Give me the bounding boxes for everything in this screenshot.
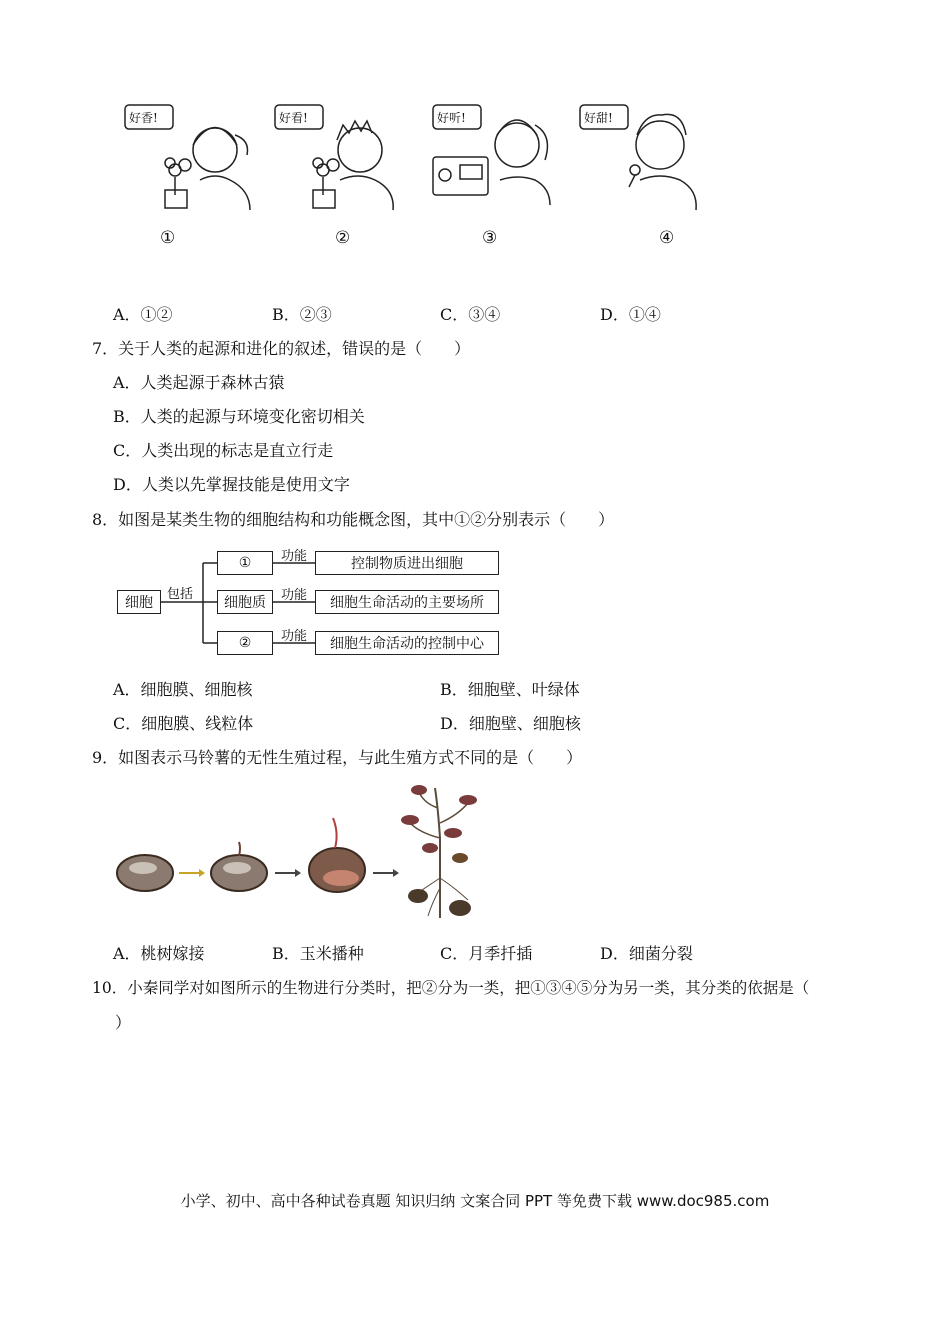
part-box-2: 细胞质 — [217, 590, 273, 614]
page-footer: 小学、初中、高中各种试卷真题 知识归纳 文案合同 PPT 等免费下载 www.doc985.com — [180, 1192, 770, 1210]
potato-growth-illustration — [115, 778, 485, 928]
part-box-3: ② — [217, 631, 273, 655]
q9-stem: 9．如图表示马铃薯的无性生殖过程，与此生殖方式不同的是（ ） — [92, 748, 583, 767]
q8-option-d[interactable]: D．细胞壁、细胞核 — [440, 714, 581, 733]
q8-option-b[interactable]: B．细胞壁、叶绿体 — [440, 680, 580, 699]
q6-option-d[interactable]: D．①④ — [600, 305, 661, 324]
bubble-1: 好香! — [129, 111, 158, 125]
q10-stem-continued: ） — [115, 1013, 132, 1032]
bubble-3: 好听! — [437, 111, 466, 125]
q9-option-a[interactable]: A．桃树嫁接 — [113, 944, 205, 963]
q7-option-d[interactable]: D．人类以先掌握技能是使用文字 — [113, 475, 350, 494]
function-box-1: 控制物质进出细胞 — [315, 551, 499, 575]
figure-number-2: ② — [335, 228, 351, 248]
q8-stem: 8．如图是某类生物的细胞结构和功能概念图，其中①②分别表示（ ） — [92, 510, 615, 529]
q6-cartoons — [115, 95, 715, 255]
function-label-3: 功能 — [281, 629, 308, 644]
q9-option-b[interactable]: B．玉米播种 — [272, 944, 364, 963]
root-box: 细胞 — [117, 590, 161, 614]
part-box-1: ① — [217, 551, 273, 575]
figure-number-3: ③ — [482, 228, 498, 248]
function-label-1: 功能 — [281, 549, 308, 564]
figure-number-1: ① — [160, 228, 176, 248]
function-box-3: 细胞生命活动的控制中心 — [315, 631, 499, 655]
function-box-2: 细胞生命活动的主要场所 — [315, 590, 499, 614]
function-label-2: 功能 — [281, 588, 308, 603]
figure-number-4: ④ — [659, 228, 675, 248]
include-label: 包括 — [167, 587, 194, 602]
q7-option-a[interactable]: A．人类起源于森林古猿 — [113, 373, 285, 392]
q7-stem: 7．关于人类的起源和进化的叙述，错误的是（ ） — [92, 339, 471, 358]
q6-option-c[interactable]: C．③④ — [440, 305, 501, 324]
q6-option-b[interactable]: B．②③ — [272, 305, 332, 324]
q9-potato-figure — [115, 778, 485, 928]
q6-figure — [115, 95, 715, 255]
q7-option-c[interactable]: C．人类出现的标志是直立行走 — [113, 441, 334, 460]
q8-concept-diagram — [115, 545, 505, 660]
q7-option-b[interactable]: B．人类的起源与环境变化密切相关 — [113, 407, 365, 426]
bubble-2: 好看! — [279, 111, 308, 125]
bubble-4: 好甜! — [584, 111, 613, 125]
q8-option-c[interactable]: C．细胞膜、线粒体 — [113, 714, 254, 733]
q8-option-a[interactable]: A．细胞膜、细胞核 — [113, 680, 253, 699]
q9-option-c[interactable]: C．月季扦插 — [440, 944, 533, 963]
q10-stem: 10．小秦同学对如图所示的生物进行分类时，把②分为一类，把①③④⑤分为另一类，其分类的依据是（ — [92, 979, 810, 997]
q6-option-a[interactable]: A．①② — [113, 305, 173, 324]
q9-option-d[interactable]: D．细菌分裂 — [600, 944, 693, 963]
